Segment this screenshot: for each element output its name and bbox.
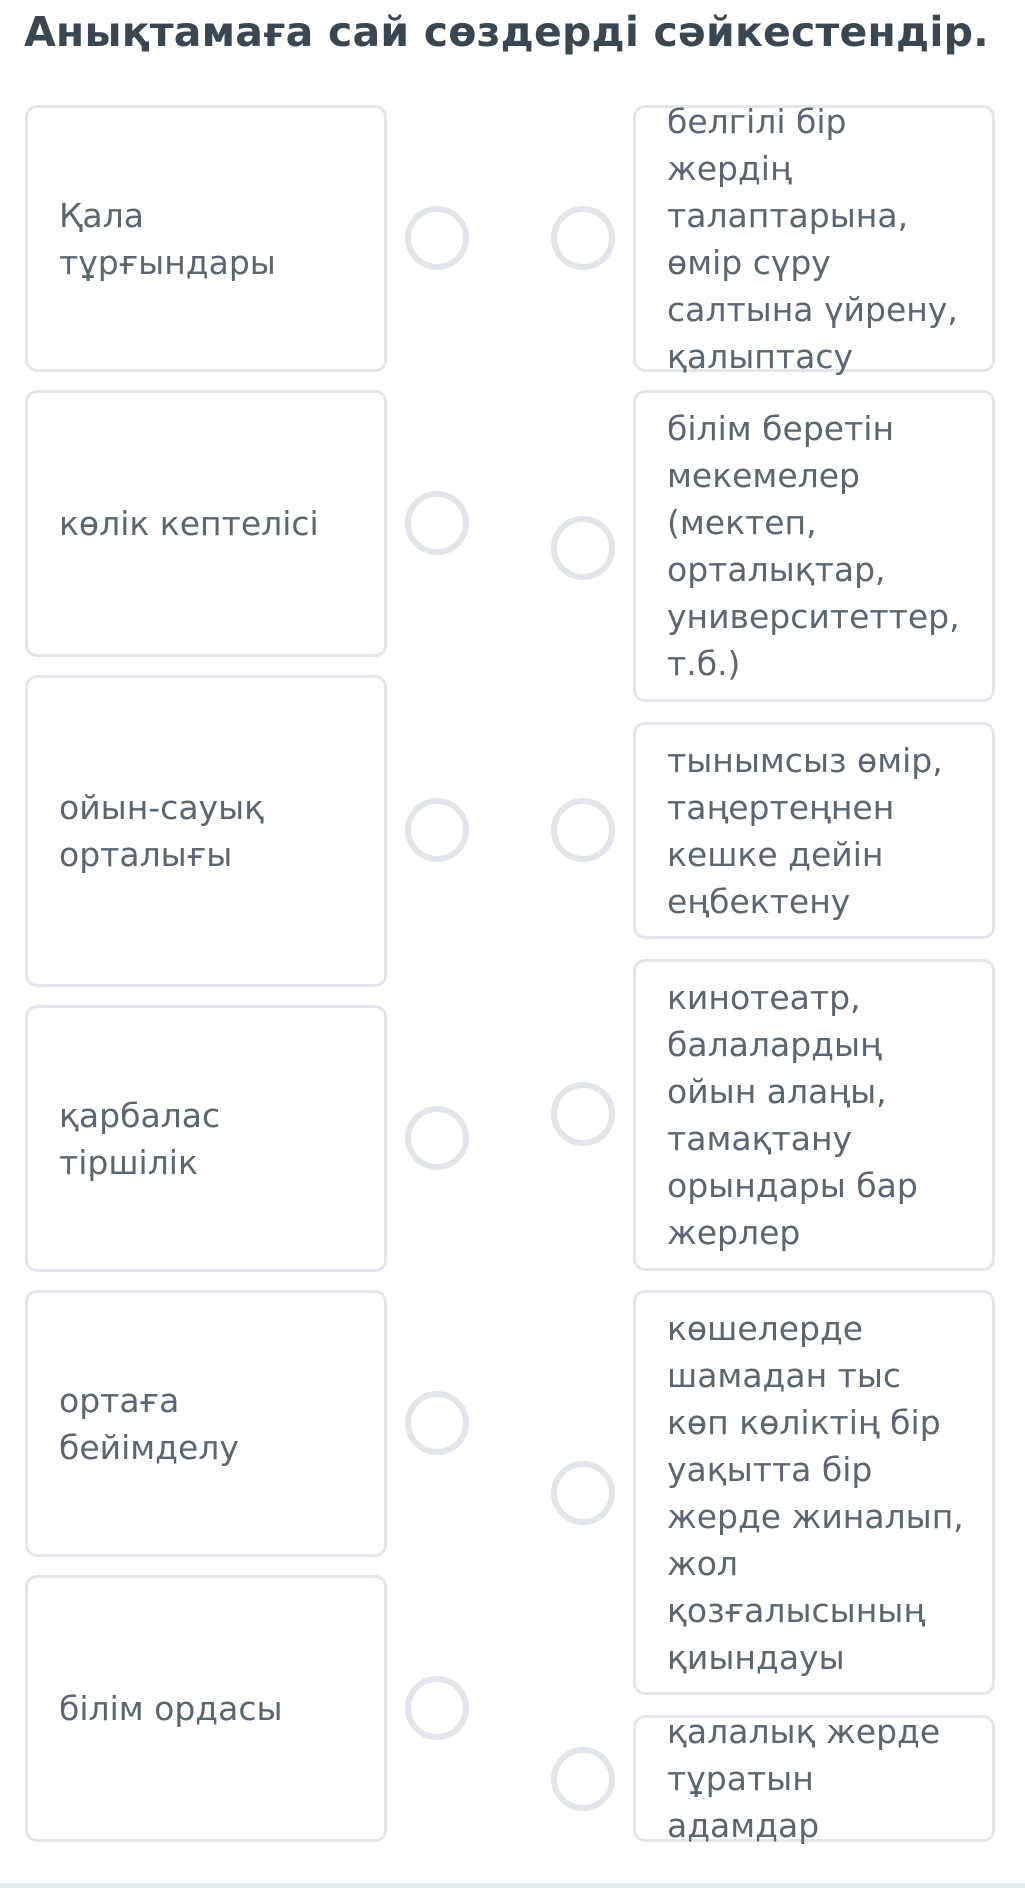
left-item-label: қарбалас тіршілік — [59, 1095, 221, 1182]
left-item-4[interactable] — [25, 1005, 387, 1272]
right-item-label: тынымсыз өмір, таңертеңнен кешке дейін еңбектену — [667, 740, 943, 921]
page-title: Анықтамаға сай сөздерді сәйкестендір. — [24, 8, 989, 56]
left-item-5[interactable] — [25, 1290, 387, 1557]
right-item-3[interactable] — [633, 722, 995, 939]
right-item-2[interactable] — [633, 390, 995, 702]
left-item-label: ортаға бейімделу — [59, 1380, 239, 1467]
left-item-label: білім ордасы — [59, 1689, 283, 1728]
left-item-3[interactable] — [25, 675, 387, 987]
left-radio-icon[interactable] — [405, 1106, 469, 1170]
right-radio-icon[interactable] — [551, 1747, 615, 1811]
right-item-label: қалалық жерде тұратын адамдар — [667, 1712, 941, 1845]
left-radio-icon[interactable] — [405, 206, 469, 270]
right-item-4[interactable] — [633, 959, 995, 1271]
right-item-1[interactable] — [633, 101, 995, 376]
right-radio-icon[interactable] — [551, 1461, 615, 1525]
left-radio-icon[interactable] — [405, 491, 469, 555]
left-item-label: көлік кептелісі — [59, 504, 319, 543]
right-radio-icon[interactable] — [551, 206, 615, 270]
left-item-2[interactable] — [25, 390, 387, 657]
right-item-label: көшелерде шамадан тыс көп көліктің бір уақытта бір жерде жиналып, жол қозғалысының қиындауы — [667, 1308, 964, 1677]
left-radio-icon[interactable] — [405, 1676, 469, 1740]
left-radio-icon[interactable] — [405, 1391, 469, 1455]
left-item-label: ойын-сауық орталығы — [59, 788, 265, 874]
right-item-5[interactable] — [633, 1290, 995, 1695]
right-item-6[interactable] — [633, 1712, 995, 1845]
right-item-label: кинотеатр, балалардың ойын алаңы, тамақтану орындары бар жерлер — [667, 978, 918, 1252]
bottom-divider — [0, 1883, 1025, 1888]
left-item-6[interactable] — [25, 1575, 387, 1842]
right-radio-icon[interactable] — [551, 516, 615, 580]
right-radio-icon[interactable] — [551, 798, 615, 862]
left-radio-icon[interactable] — [405, 798, 469, 862]
left-item-1[interactable] — [25, 105, 387, 372]
left-item-label: Қала тұрғындары — [59, 195, 276, 282]
right-item-label: білім беретін мекемелер (мектеп, орталықтар, университеттер, т.б.) — [667, 409, 960, 683]
right-radio-icon[interactable] — [551, 1082, 615, 1146]
right-item-label: белгілі бір жердің талаптарына, өмір сүру салтына үйрену, қалыптасу — [667, 101, 958, 376]
